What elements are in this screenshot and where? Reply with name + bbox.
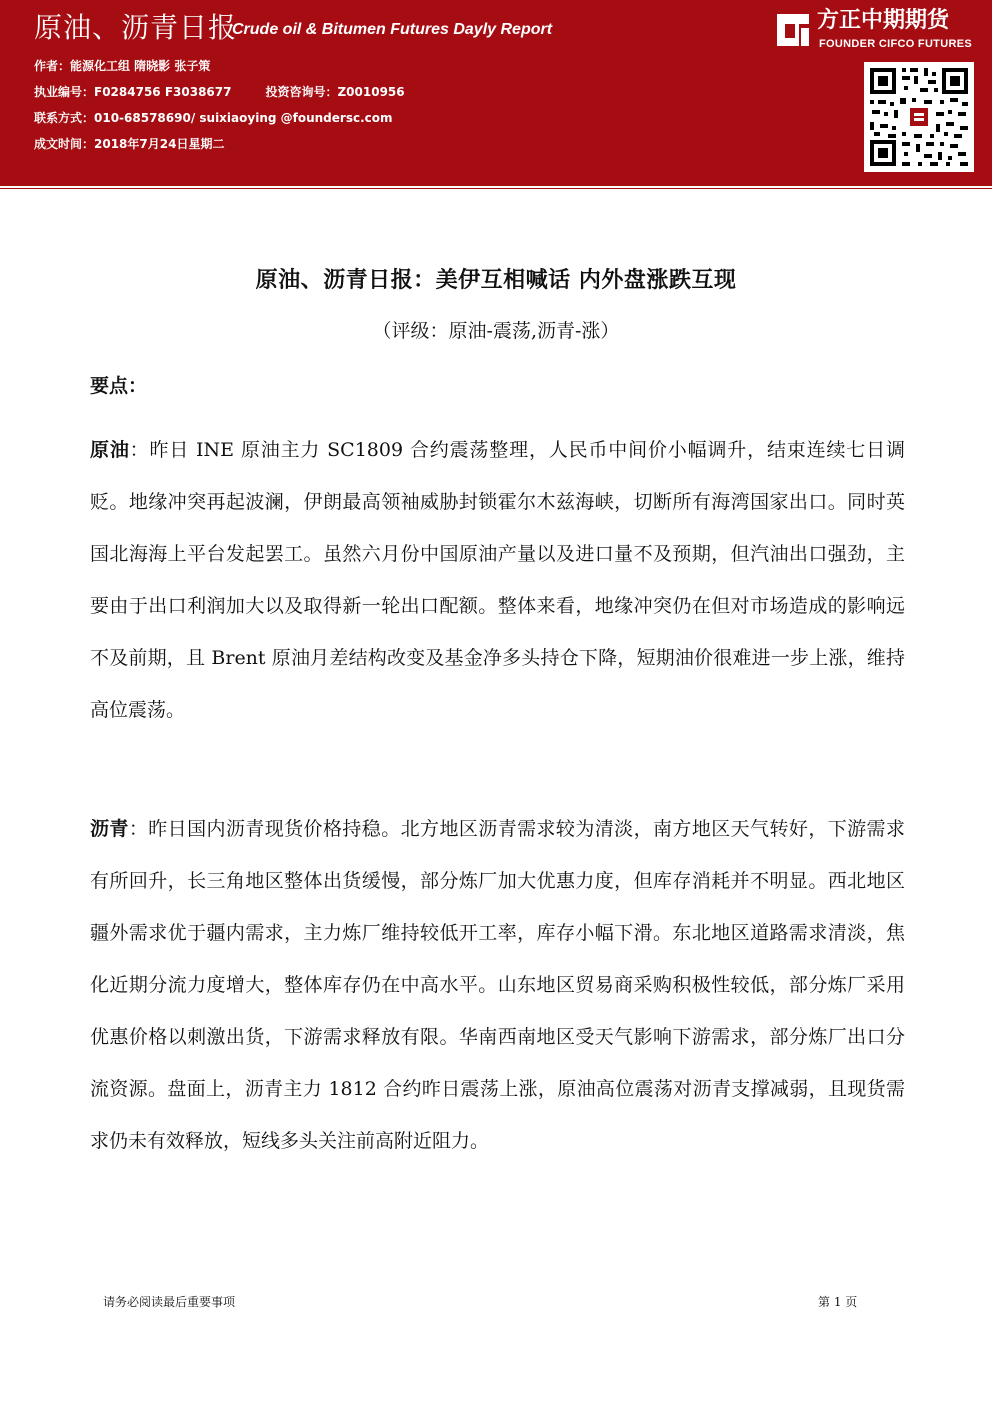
qr-code-icon[interactable] — [864, 62, 974, 172]
contact-line: 联系方式：010-68578690/ suixiaoying @foundersc.com — [34, 111, 393, 125]
company-logo — [773, 6, 983, 56]
license-number: 执业编号：F0284756 F3038677 — [34, 85, 232, 99]
header-title-cn: 原油、沥青日报 — [34, 11, 238, 44]
logo-text-en: FOUNDER CIFCO FUTURES — [819, 38, 972, 50]
date-line: 成文时间：2018年7月24日星期二 — [34, 137, 225, 151]
page-number: 第 1 页 — [818, 1295, 858, 1309]
license-line — [34, 83, 405, 101]
bitumen-text: ：昨日国内沥青现货价格持稳。北方地区沥青需求较为清淡，南方地区天气转好，下游需求有所回升，长三角地区整体出货缓慢，部分炼厂加大优惠力度，但库存消耗并不明显。西北地区疆外需求优于疆内需求，主力炼厂维持较低开工率，库存小幅下滑。东北地区道路需求清淡，焦化近期分流力度增大，整体库存仍在中高水平。山东地区贸易商采购积极性较低，部分炼厂采用优惠价格以刺激出货，下游需求释放有限。华南西南地区受天气影响下游需求，部分炼厂出口分流资源。盘面上，沥青主力 1812 合约昨日震荡上涨，原油高位震荡对沥青支撑减弱，且现货需求仍未有效释放，短线多头关注前高附近阻力。 — [90, 818, 905, 1152]
crude-oil-paragraph — [90, 424, 905, 736]
consult-number: 投资咨询号：Z0010956 — [265, 85, 405, 99]
header-divider-thin — [0, 188, 992, 189]
header-title-en: Crude oil & Bitumen Futures Dayly Report — [232, 21, 553, 38]
footer-notice: 请务必阅读最后重要事项 — [103, 1295, 236, 1309]
bitumen-label: 沥青 — [90, 818, 129, 840]
keypoints-heading: 要点： — [90, 375, 148, 397]
report-title: 原油、沥青日报：美伊互相喊话 内外盘涨跌互现 — [255, 268, 737, 293]
bitumen-paragraph — [90, 803, 905, 1167]
crude-oil-text: ：昨日 INE 原油主力 SC1809 合约震荡整理，人民币中间价小幅调升，结束连续七日调贬。地缘冲突再起波澜，伊朗最高领袖威胁封锁霍尔木兹海峡，切断所有海湾国家出口。同时英国北海海上平台发起罢工。虽然六月份中国原油产量以及进口量不及预期，但汽油出口强劲，主要由于出口利润加大以及取得新一轮出口配额。整体来看，地缘冲突仍在但对市场造成的影响远不及前期，且 Brent 原油月差结构改变及基金净多头持仓下降，短期油价很难进一步上涨，维持高位震荡。 — [90, 439, 905, 721]
header-divider — [0, 183, 992, 186]
author-line: 作者：能源化工组 隋晓影 张子策 — [34, 59, 211, 73]
crude-oil-label: 原油 — [90, 439, 130, 461]
logo-mark-icon — [773, 10, 813, 50]
logo-text-cn: 方正中期期货 — [817, 8, 950, 33]
report-rating: （评级：原油-震荡,沥青-涨） — [372, 320, 620, 342]
